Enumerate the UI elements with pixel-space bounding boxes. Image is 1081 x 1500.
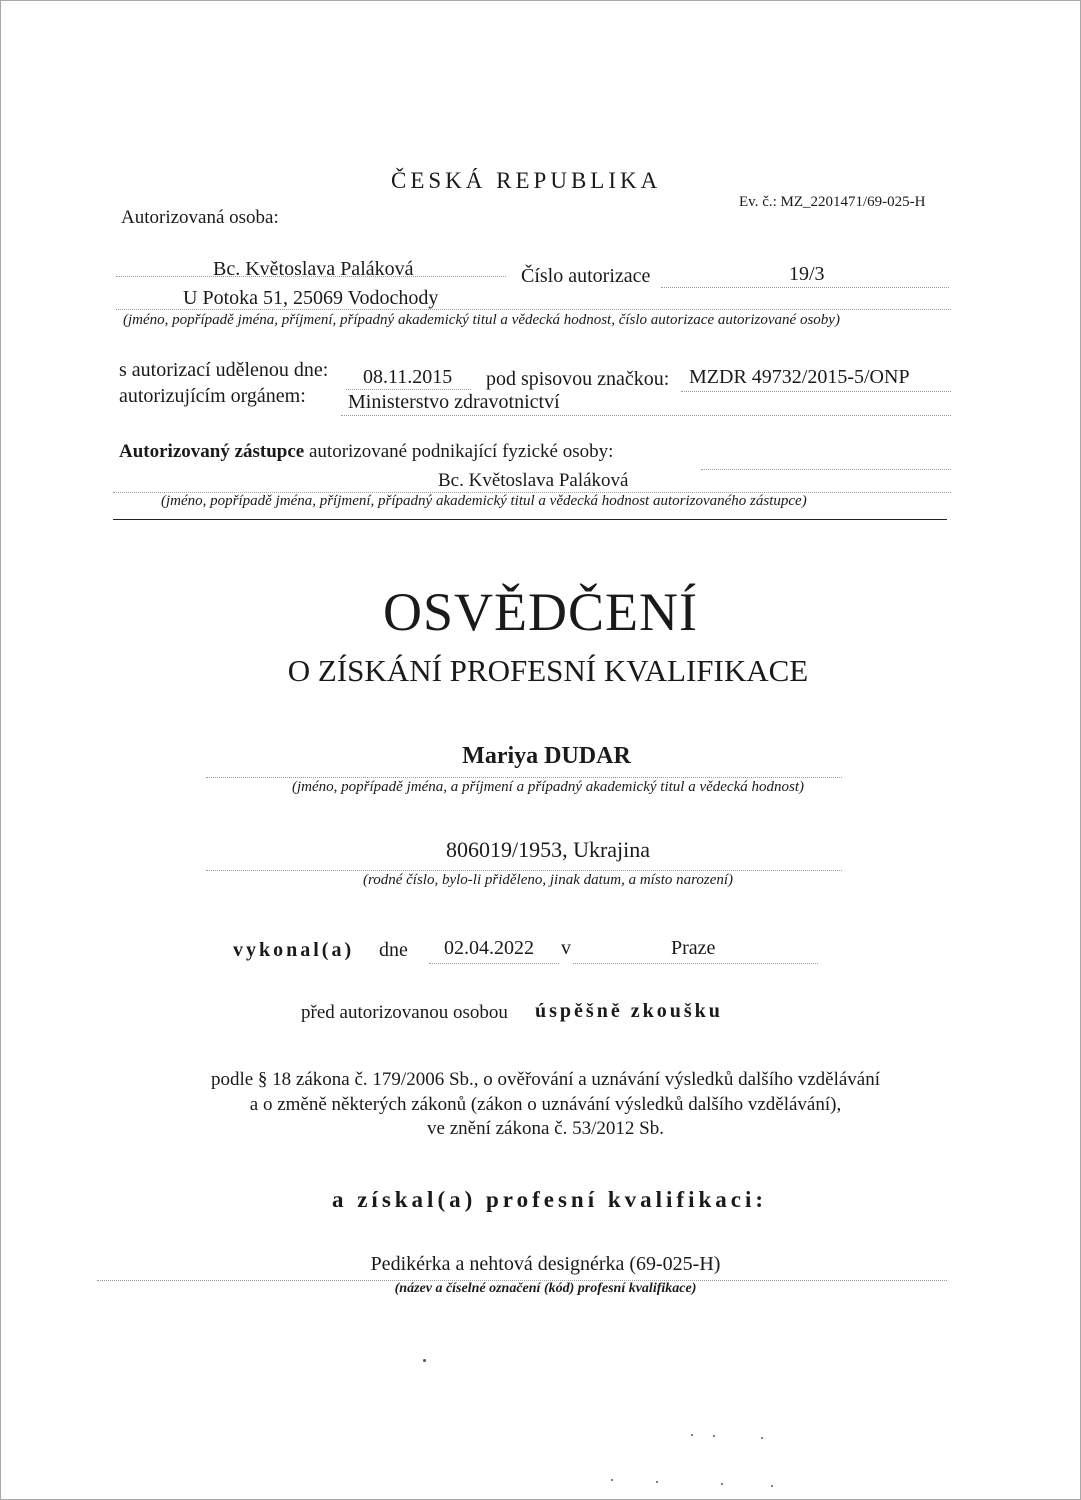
scan-speck bbox=[611, 1479, 613, 1481]
authorization-number: 19/3 bbox=[789, 263, 825, 285]
holder-birth-caption: (rodné číslo, bylo-li přiděleno, jinak datum, a místo narození) bbox=[362, 872, 734, 888]
scan-speck bbox=[423, 1359, 426, 1362]
representative-name: Bc. Květoslava Paláková bbox=[438, 470, 629, 491]
scan-speck bbox=[771, 1485, 773, 1487]
holder-birth: 806019/1953, Ukrajina bbox=[445, 837, 651, 862]
representative-label bbox=[119, 441, 613, 463]
separator-line bbox=[113, 519, 947, 520]
dotted-line bbox=[116, 276, 506, 277]
authorized-person-caption: (jméno, popřípadě jména, příjmení, případný akademický titul a vědecká hodnost, číslo autorizace autorizované osoby) bbox=[123, 312, 840, 328]
scan-speck bbox=[761, 1437, 763, 1439]
qualification-caption: (název a číselné označení (kód) profesní kvalifikace) bbox=[394, 1281, 697, 1296]
scan-speck bbox=[713, 1435, 715, 1437]
granted-label: s autorizací udělenou dne: bbox=[119, 359, 329, 381]
exam-success-text: úspěšně zkoušku bbox=[535, 1000, 723, 1022]
dotted-line bbox=[429, 963, 559, 964]
granted-date: 08.11.2015 bbox=[363, 366, 453, 388]
dotted-line bbox=[341, 415, 951, 416]
authority-label: autorizujícím orgánem: bbox=[119, 385, 306, 407]
authorized-person-label: Autorizovaná osoba: bbox=[121, 207, 279, 228]
scan-speck bbox=[656, 1481, 658, 1483]
dotted-line bbox=[206, 870, 842, 871]
representative-label-bold: Autorizovaný zástupce bbox=[119, 441, 305, 462]
ev-value: MZ_2201471/69-025-H bbox=[780, 194, 926, 210]
dotted-line bbox=[346, 389, 471, 390]
authority: Ministerstvo zdravotnictví bbox=[348, 391, 560, 413]
exam-date: 02.04.2022 bbox=[444, 937, 534, 959]
holder-name-caption: (jméno, popřípadě jména, a příjmení a případný akademický titul a vědecká hodnost) bbox=[292, 779, 804, 795]
authorized-person-address: U Potoka 51, 25069 Vodochody bbox=[183, 287, 439, 309]
representative-label-rest: autorizované podnikající fyzické osoby: bbox=[308, 441, 614, 462]
exam-place: Praze bbox=[671, 937, 716, 959]
file-number-label: pod spisovou značkou: bbox=[486, 368, 670, 390]
dotted-line bbox=[573, 963, 818, 964]
exam-place-label: v bbox=[561, 937, 571, 959]
dotted-line bbox=[116, 309, 951, 310]
legal-line-3: ve znění zákona č. 53/2012 Sb. bbox=[427, 1118, 664, 1139]
qualification-name: Pedikérka a nehtová designérka (69-025-H) bbox=[370, 1253, 721, 1275]
exam-before-text: před autorizovanou osobou bbox=[301, 1002, 508, 1023]
certificate-title: OSVĚDČENÍ bbox=[383, 582, 698, 642]
qualification-heading: a získal(a) profesní kvalifikaci: bbox=[331, 1187, 768, 1212]
certificate-subtitle: O ZÍSKÁNÍ PROFESNÍ KVALIFIKACE bbox=[287, 653, 809, 688]
holder-name: Mariya DUDAR bbox=[462, 743, 631, 769]
dotted-line bbox=[681, 391, 951, 392]
evidence-number bbox=[739, 194, 926, 211]
exam-date-label: dne bbox=[379, 939, 408, 961]
representative-caption: (jméno, popřípadě jména, příjmení, případný akademický titul a vědecká hodnost autorizovaného zástupce) bbox=[161, 493, 807, 509]
scan-speck bbox=[721, 1483, 723, 1485]
dotted-line bbox=[206, 777, 842, 778]
dotted-line bbox=[701, 469, 951, 470]
scan-speck bbox=[691, 1434, 693, 1436]
legal-line-2: a o změně některých zákonů (zákon o uznávání výsledků dalšího vzdělávání), bbox=[249, 1094, 842, 1115]
ev-label: Ev. č.: bbox=[739, 194, 777, 210]
dotted-line bbox=[661, 287, 949, 288]
legal-line-1: podle § 18 zákona č. 179/2006 Sb., o ověřování a uznávání výsledků dalšího vzdělávání bbox=[210, 1069, 881, 1090]
authorized-person-name: Bc. Květoslava Paláková bbox=[213, 258, 414, 280]
performed-label: vykonal(a) bbox=[233, 939, 355, 961]
file-number: MZDR 49732/2015-5/ONP bbox=[689, 366, 910, 388]
authorization-number-label: Číslo autorizace bbox=[521, 265, 651, 287]
country-heading: ČESKÁ REPUBLIKA bbox=[391, 168, 662, 193]
